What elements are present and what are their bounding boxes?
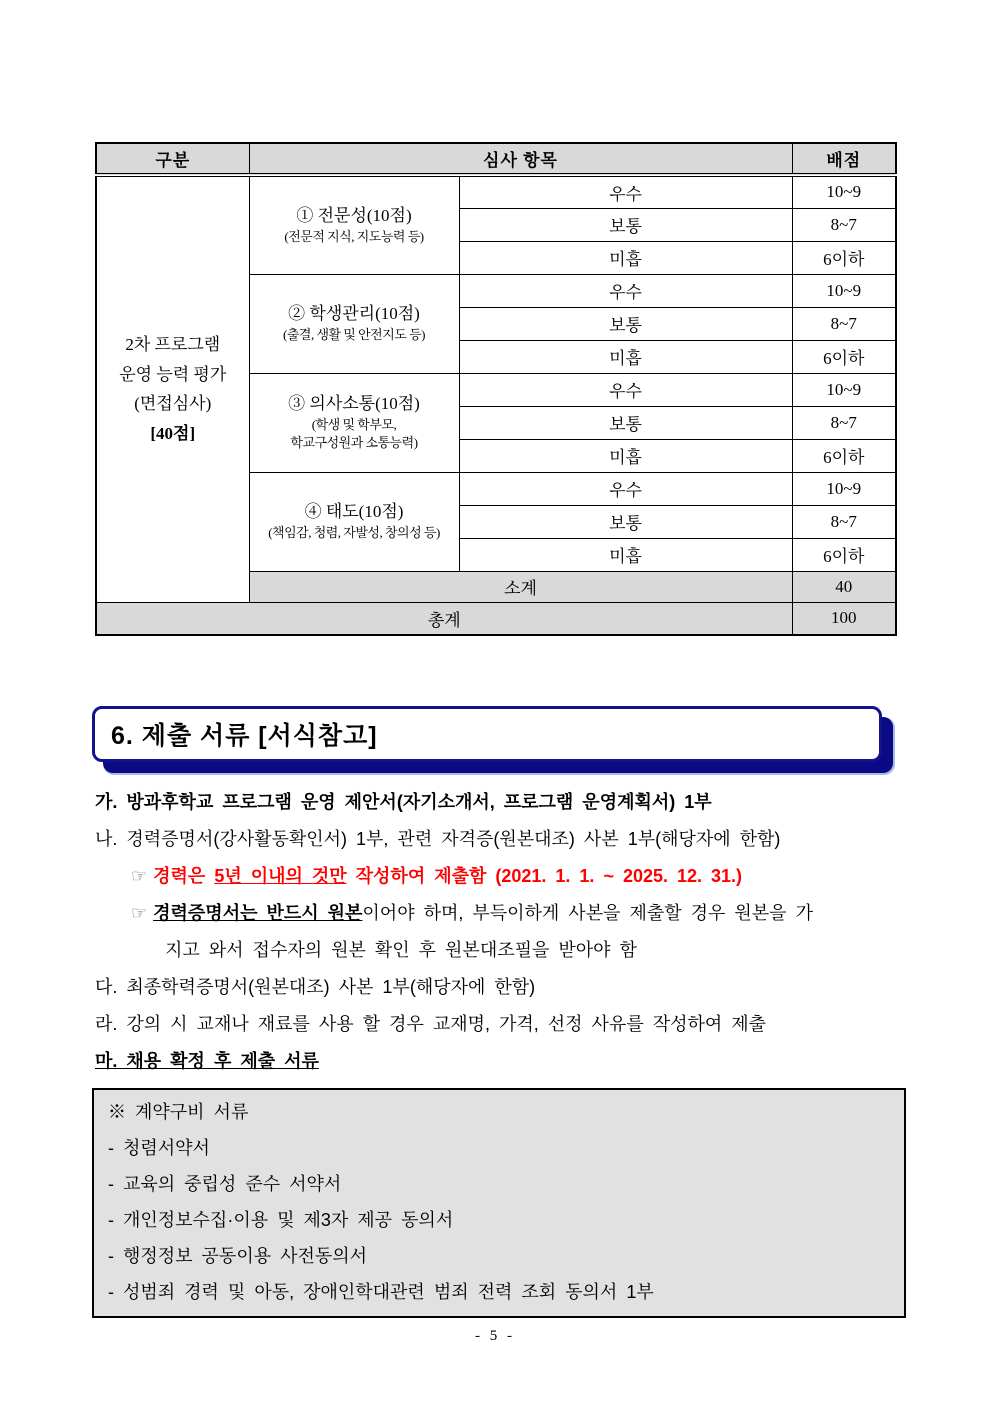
- criterion-title: ④ 태도(10점): [304, 502, 404, 522]
- criterion-title: ① 전문성(10점): [296, 206, 412, 225]
- criterion-title: ② 학생관리(10점): [288, 304, 420, 324]
- score-cell: 10~9: [792, 472, 896, 505]
- note-item-ra: 라. 강의 시 교재나 재료를 사용 할 경우 교재명, 가격, 선정 사유를 작성하여 제출: [95, 1013, 767, 1034]
- score-cell: 10~9: [792, 175, 896, 208]
- rating-cell: 미흡: [459, 439, 792, 472]
- evaluation-score-table: [95, 142, 897, 636]
- score-cell: 8~7: [792, 505, 896, 538]
- red-note-post: 작성하여 제출함 (2021. 1. 1. ~ 2025. 12. 31.): [346, 865, 743, 886]
- criterion-cell: [249, 472, 459, 571]
- category-line: 2차 프로그램: [125, 334, 221, 354]
- total-label: 총계: [96, 602, 792, 635]
- criterion-subtitle: (책임감, 청렴, 자발성, 창의성 등): [268, 525, 440, 541]
- col-header-criteria: 심사 항목: [249, 143, 792, 175]
- red-note-underlined: 5년 이내의 것만: [214, 865, 347, 886]
- table-row: [96, 175, 896, 208]
- subtotal-label: 소계: [249, 571, 792, 602]
- category-line: 운영 능력 평가: [119, 364, 227, 384]
- note-original-required: [95, 903, 913, 924]
- original-note-rest: 이어야 하며, 부득이하게 사본을 제출할 경우 원본을 가: [362, 902, 813, 923]
- rating-cell: 미흡: [459, 241, 792, 274]
- criterion-subtitle: (출결, 생활 및 안전지도 등): [283, 327, 425, 343]
- contract-box-item: - 행정정보 공동이용 사전동의서: [108, 1245, 368, 1266]
- score-cell: 6이하: [792, 538, 896, 571]
- rating-cell: 우수: [459, 472, 792, 505]
- rating-cell: 보통: [459, 505, 792, 538]
- pointing-hand-icon: ☞: [131, 865, 148, 886]
- criterion-cell: [249, 373, 459, 472]
- subtotal-value: 40: [792, 571, 896, 602]
- original-note-underlined: 경력증명서는 반드시 원본: [153, 902, 363, 923]
- criterion-subtitle: (전문적 지식, 지도능력 등): [284, 228, 424, 244]
- criterion-cell: [249, 175, 459, 274]
- rating-cell: 보통: [459, 208, 792, 241]
- rating-cell: 미흡: [459, 538, 792, 571]
- contract-box-header: ※ 계약구비 서류: [108, 1101, 249, 1122]
- pointing-hand-icon: ☞: [131, 902, 148, 923]
- note-original-continuation: 지고 와서 접수자의 원본 확인 후 원본대조필을 받아야 함: [165, 939, 637, 960]
- note-item-da: 다. 최종학력증명서(원본대조) 사본 1부(해당자에 한함): [95, 976, 536, 997]
- rating-cell: 보통: [459, 406, 792, 439]
- contract-box-item: - 성범죄 경력 및 아동, 장애인학대관련 범죄 전력 조회 동의서 1부: [108, 1281, 654, 1302]
- score-cell: 8~7: [792, 406, 896, 439]
- category-line: [40점]: [150, 424, 196, 443]
- score-cell: 8~7: [792, 208, 896, 241]
- total-row: [96, 602, 896, 635]
- rating-cell: 미흡: [459, 340, 792, 373]
- criterion-subtitle: (학생 및 학부모,: [311, 417, 397, 433]
- col-header-points: 배점: [792, 143, 896, 175]
- col-header-category: 구분: [96, 143, 249, 175]
- criterion-title: ③ 의사소통(10점): [288, 394, 420, 414]
- rating-cell: 우수: [459, 373, 792, 406]
- table-header-row: [96, 143, 896, 175]
- rating-cell: 우수: [459, 175, 792, 208]
- red-note-pre: 경력은: [153, 865, 215, 886]
- contract-documents-box: [92, 1088, 906, 1318]
- score-cell: 6이하: [792, 439, 896, 472]
- contract-box-item: - 교육의 중립성 준수 서약서: [108, 1173, 342, 1194]
- section-heading-box: [92, 706, 882, 762]
- score-cell: 10~9: [792, 274, 896, 307]
- rating-cell: 보통: [459, 307, 792, 340]
- note-item-ga: 가. 방과후학교 프로그램 운영 제안서(자기소개서, 프로그램 운영계획서) 1부: [95, 791, 712, 812]
- submission-notes: [95, 792, 913, 1072]
- category-line: (면접심사): [134, 394, 212, 414]
- section-title: 6. 제출 서류 [서식참고]: [111, 721, 378, 750]
- criterion-subtitle: 학교구성원과 소통능력): [290, 434, 418, 450]
- contract-box-item: - 개인정보수집·이용 및 제3자 제공 동의서: [108, 1209, 454, 1230]
- contract-box-item: - 청렴서약서: [108, 1137, 210, 1158]
- score-cell: 10~9: [792, 373, 896, 406]
- total-value: 100: [792, 602, 896, 635]
- score-cell: 6이하: [792, 241, 896, 274]
- page-number: - 5 -: [475, 1327, 515, 1344]
- note-item-ma: 마. 채용 확정 후 제출 서류: [95, 1050, 319, 1071]
- score-cell: 6이하: [792, 340, 896, 373]
- criterion-cell: [249, 274, 459, 373]
- category-cell: [96, 175, 249, 602]
- rating-cell: 우수: [459, 274, 792, 307]
- note-red-warning: [95, 866, 913, 887]
- score-cell: 8~7: [792, 307, 896, 340]
- note-item-na: 나. 경력증명서(강사활동확인서) 1부, 관련 자격증(원본대조) 사본 1부(해당자에 한함): [95, 828, 781, 849]
